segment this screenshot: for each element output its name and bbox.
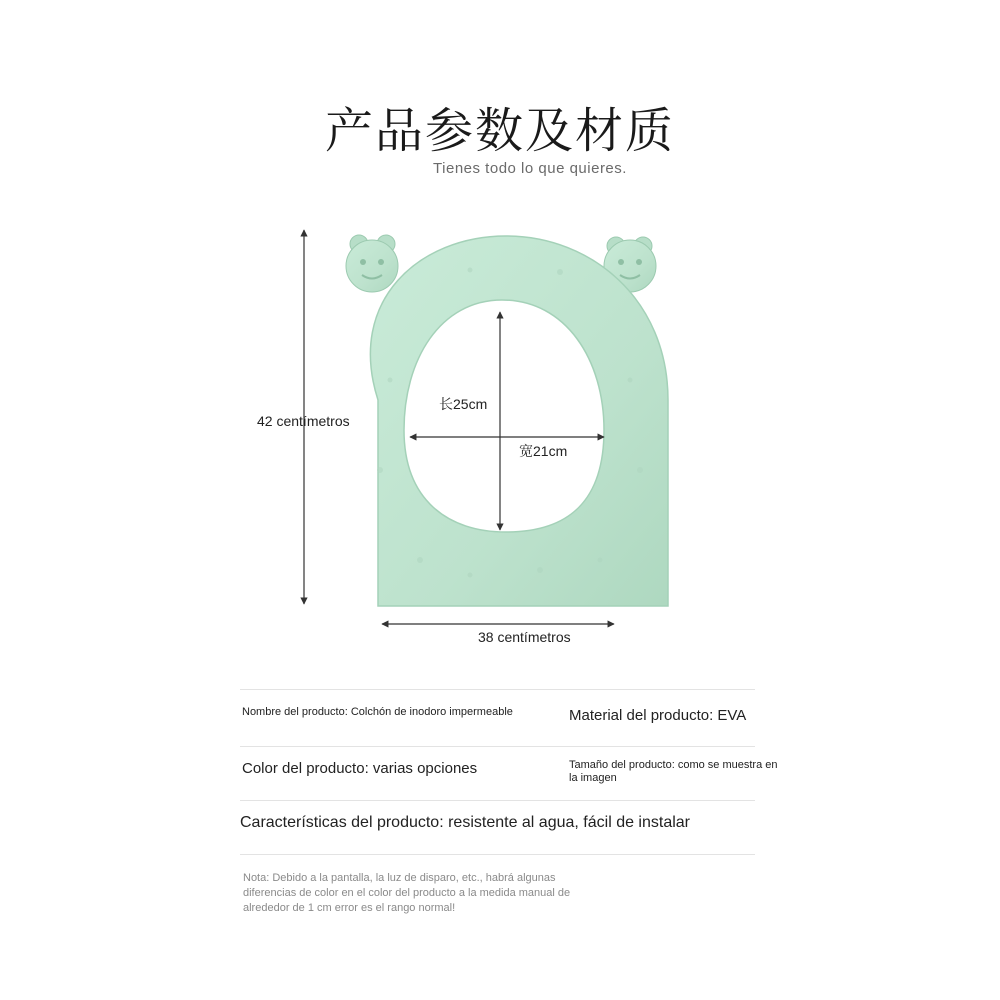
seat-cushion <box>370 236 668 606</box>
inner-width-label: 宽21cm <box>519 443 568 459</box>
width-label: 38 centímetros <box>478 629 571 645</box>
left-tiger-ear-decoration <box>346 235 398 292</box>
disclaimer-note: Nota: Debido a la pantalla, la luz de disparo, etc., habrá algunas diferencias de color en el color del producto a la medida manual de alrededor de 1 cm error es el rango normal! <box>243 872 571 914</box>
spec-product-name: Nombre del producto: Colchón de inodoro impermeable <box>242 706 513 718</box>
divider <box>240 689 755 690</box>
spec-color: Color del producto: varias opciones <box>242 760 478 777</box>
spec-size: Tamaño del producto: como se muestra en la imagen <box>569 759 778 784</box>
inner-length-label: 长25cm <box>439 396 488 412</box>
spec-features: Características del producto: resistente al agua, fácil de instalar <box>240 814 691 831</box>
divider <box>240 746 755 747</box>
page-subtitle: Tienes todo lo que quieres. <box>433 160 627 177</box>
spec-material: Material del producto: EVA <box>569 707 747 724</box>
height-label: 42 centímetros <box>257 413 350 429</box>
page-title: 产品参数及材质 <box>324 103 675 159</box>
divider <box>240 854 755 855</box>
divider <box>240 800 755 801</box>
